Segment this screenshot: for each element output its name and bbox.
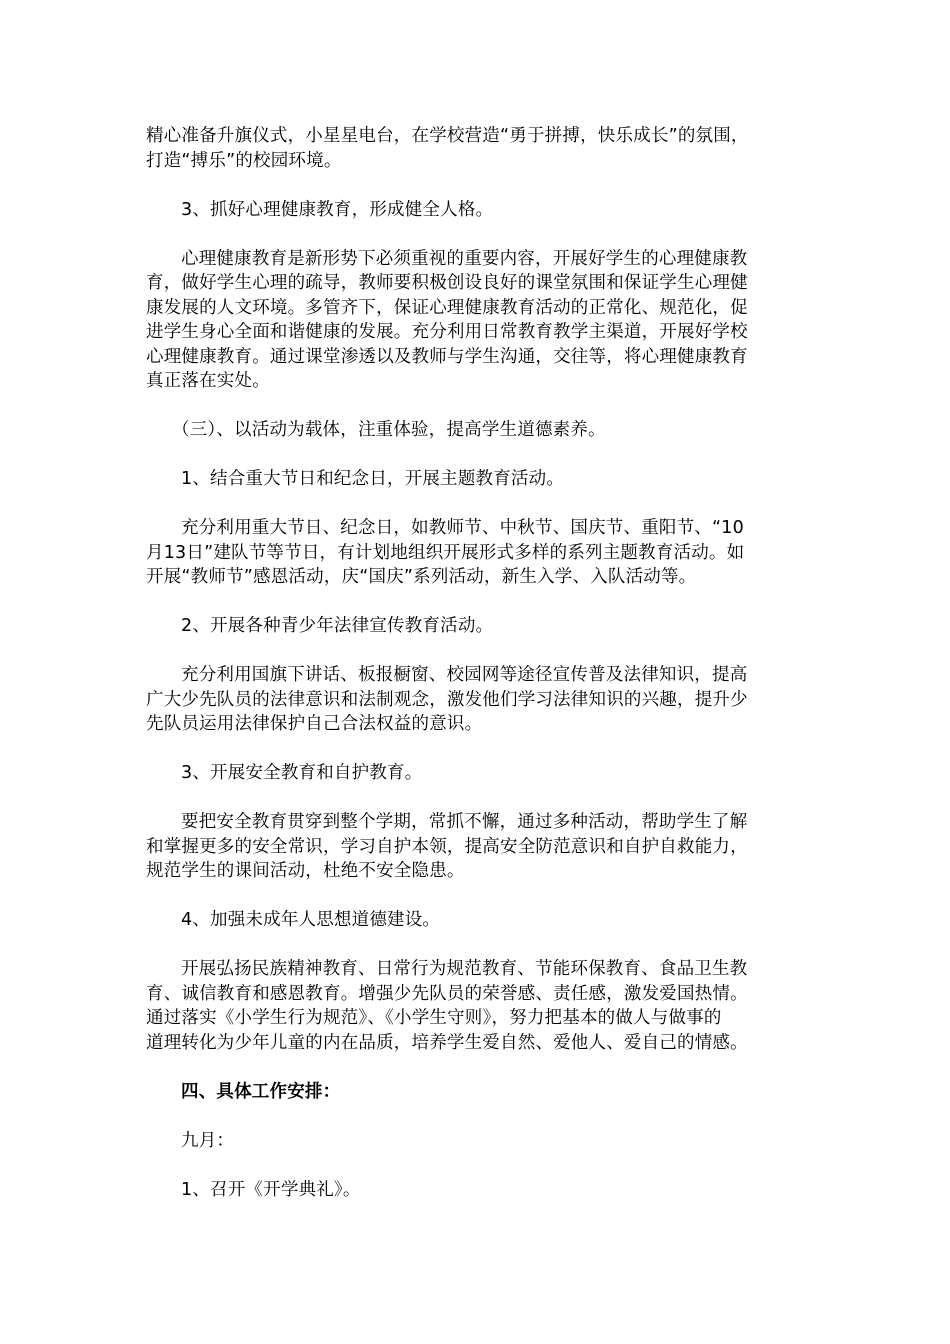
month-label-september: 九月： — [181, 1130, 235, 1151]
document-page — [146, 124, 810, 1227]
subheading-moral-building: 4、加强未成年人思想道德建设。 — [181, 910, 441, 930]
text-line: 广大少先队员的法律意识和法制观念，激发他们学习法律知识的兴趣，提升少 — [146, 689, 748, 710]
subheading-festivals: 1、结合重大节日和纪念日，开展主题教育活动。 — [181, 469, 565, 489]
subheading-safety-education: 3、开展安全教育和自护教育。 — [181, 763, 423, 783]
paragraph-moral-building — [146, 957, 810, 1055]
text-line: 充分利用国旗下讲话、板报橱窗、校园网等途径宣传普及法律知识，提高 — [181, 665, 748, 685]
text-line: 道理转化为少年儿童的内在品质，培养学生爱自然、爱他人、爱自己的情感。 — [146, 1032, 748, 1053]
text-line: 进学生身心全面和谐健康的发展。充分利用日常教育教学主渠道，开展好学校 — [146, 322, 748, 342]
paragraph-safety-education — [146, 810, 810, 884]
paragraph-mental-health — [146, 247, 810, 394]
subheading-law-education: 2、开展各种青少年法律宣传教育活动。 — [181, 616, 494, 636]
text-line: 心理健康教育。通过课堂渗透以及教师与学生沟通，交往等，将心理健康教育 — [146, 346, 748, 367]
text-line: 育，做好学生心理的疏导，教师要积极创设良好的课堂氛围和保证学生心理健 — [146, 273, 748, 293]
text-line: 育、诚信教育和感恩教育。增强少先队员的荣誉感、责任感，激发爱国热情。 — [146, 983, 748, 1004]
text-line: 先队员运用法律保护自己合法权益的意识。 — [146, 714, 483, 734]
schedule-item-opening-ceremony: 1、召开《开学典礼》。 — [181, 1179, 361, 1200]
text-line: 和掌握更多的安全常识，学习自护本领，提高安全防范意识和自护自救能力， — [146, 836, 748, 857]
subheading-mental-health: 3、抓好心理健康教育，形成健全人格。 — [181, 199, 494, 220]
text-line: 真正落在实处。 — [146, 371, 270, 391]
text-line: 充分利用重大节日、纪念日，如教师节、中秋节、国庆节、重阳节、“10 — [181, 518, 744, 538]
paragraph-festivals — [146, 516, 810, 590]
text-line: 打造“搏乐”的校园环境。 — [146, 150, 342, 171]
text-line: 开展弘扬民族精神教育、日常行为规范教育、节能环保教育、食品卫生教 — [181, 959, 748, 979]
text-line: 精心准备升旗仪式，小星星电台，在学校营造“勇于拼搏，快乐成长”的氛围， — [146, 126, 749, 146]
text-line: 月13日”建队节等节日，有计划地组织开展形式多样的系列主题教育活动。如 — [146, 542, 745, 563]
text-line: 心理健康教育是新形势下必须重视的重要内容，开展好学生的心理健康教 — [181, 248, 748, 269]
text-line: 康发展的人文环境。多管齐下，保证心理健康教育活动的正常化、规范化，促 — [146, 297, 748, 318]
section-heading-schedule: 四、具体工作安排： — [181, 1081, 341, 1102]
text-line: 要把安全教育贯穿到整个学期，常抓不懈，通过多种活动，帮助学生了解 — [181, 812, 748, 832]
paragraph-flag-ceremony — [146, 124, 810, 173]
section-heading-activities: （三）、以活动为载体，注重体验，提高学生道德素养。 — [172, 420, 606, 440]
text-line: 通过落实《小学生行为规范》、《小学生守则》，努力把基本的做人与做事的 — [146, 1008, 722, 1028]
text-line: 规范学生的课间活动，杜绝不安全隐患。 — [146, 861, 465, 881]
paragraph-law-education — [146, 663, 810, 737]
text-line: 开展“教师节”感恩活动，庆“国庆”系列活动，新生入学、入队活动等。 — [146, 567, 697, 587]
